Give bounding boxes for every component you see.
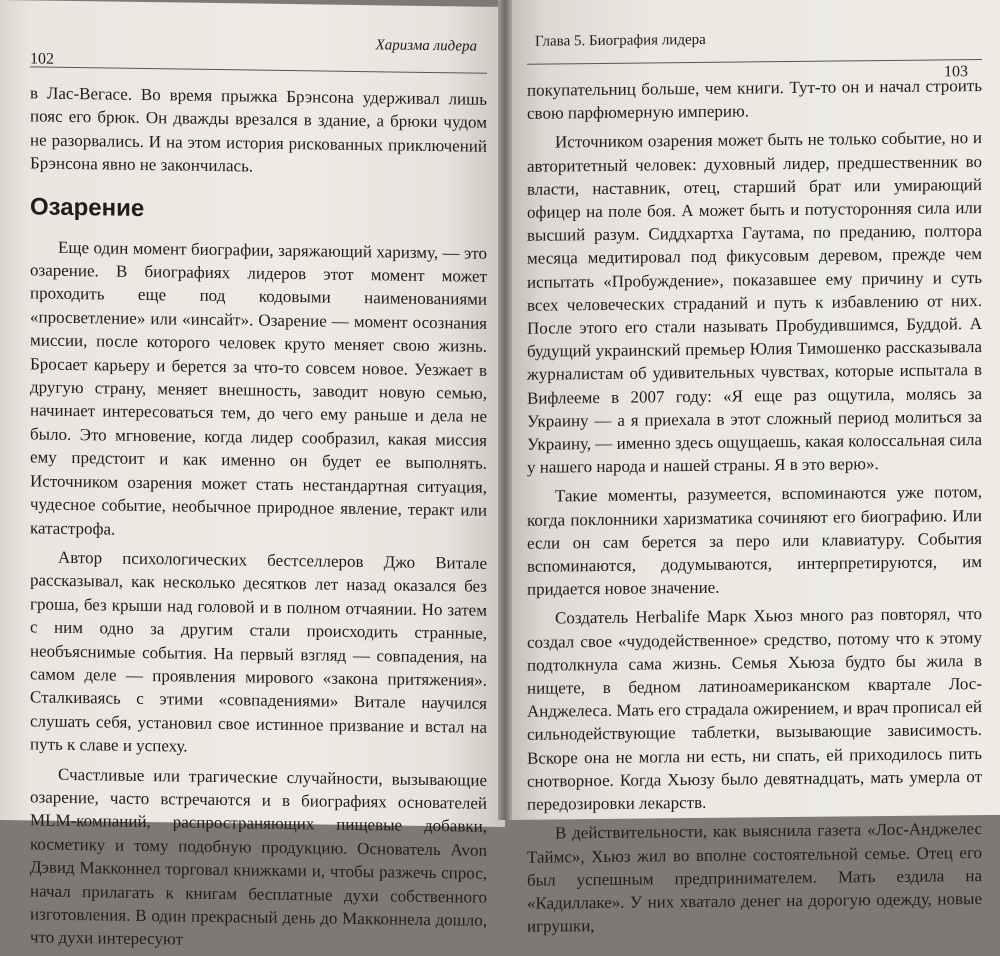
paragraph: Создатель Herbalife Марк Хьюз много раз повторял, что создал свое «чудодейственное» средство, потому что к этому подтолкнула сама жизнь. Семья Хьюза будто бы жила в нищете, в бедном латиноамериканском квартале Лос-Анджелеса. Мать его страдала ожирением, и врач прописал ей сильнодействующие таблетки, вызывающие зависимость. Вскоре она не могла ни есть, ни спать, ей приходилось пить снотворное. Когда Хьюзу было девятнадцать, мать умерла от передозировки лекарств.	[527, 604, 982, 814]
paragraph: Счастливые или трагические случайности, вызывающие озарение, часто встречаются и в биографиях основателей MLM-компаний, распространяющих пищевые добавки, косметику и тому подобную продукцию. Основатель Avon Дэвид Макконнел торговал книжками и, чтобы разжечь спрос, начал прилагать к книгам бесплатные духи собственного изготовления. В один прекрасный день до Макконнела дошло, что духи интересуют	[30, 764, 487, 949]
right-page-header	[527, 23, 982, 81]
running-head: Харизма лидера	[375, 37, 477, 55]
left-page-header	[30, 30, 487, 73]
paragraph: Такие моменты, разумеется, вспоминаются уже потом, когда поклонники харизматика сочиняют его биографию. Или если он сам берется за перо или клавиатуру. События вспоминаются, додумываются, интерпретируются, им придается новое значение.	[527, 482, 982, 600]
running-head: Глава 5. Биография лидера	[535, 31, 706, 50]
paragraph: в Лас-Вегасе. Во время прыжка Брэнсона удерживал лишь пояс его брюк. Он дважды врезался в здание, а брюки чудом не разорвались. И на этом история рискованных приключений Брэнсона явно не закончилась.	[30, 83, 487, 176]
book-gutter	[498, 0, 512, 820]
right-page	[505, 0, 1000, 936]
paragraph: В действительности, как выяснила газета «Лос-Анджелес Таймс», Хьюз жил во вполне состоятельной семье. Отец его был успешным предпринимателем. Мать ездила на «Кадиллаке». У них хватало денег на дорогую одежду, новые игрушки,	[527, 819, 982, 936]
page-number: 102	[30, 50, 54, 68]
page-number: 103	[944, 63, 968, 81]
paragraph: Еще один момент биографии, заряжающий харизму, — это озарение. В биографиях лидеров этот момент может проходить еще под кодовыми наименованиями «просветление» или «инсайт». Озарение — момент осознания миссии, после которого человек круто меняет свою жизнь. Бросает карьеру и берется за что-то совсем новое. Уезжает в другую страну, меняет внешность, заводит новую семью, начинает интересоваться тем, до чего ему раньше и дела не было. Это мгновение, когда лидер сообразил, какая миссия ему предстоит и как именно он будет ее выполнять. Источником озарения может стать нестандартная ситуация, чудесное событие, необычное природное явление, теракт или катастрофа.	[30, 237, 487, 539]
section-title: Озарение	[30, 193, 145, 222]
paragraph: покупательниц больше, чем книги. Тут-то он и начал строить свою парфюмерную империю.	[527, 76, 982, 123]
paragraph: Источником озарения может быть не только событие, но и авторитетный человек: духовный лидер, предшественник во власти, наставник, отец, старший брат или умирающий офицер на поле боя. А может быть и потусторонняя сила или высший разум. Сиддхартха Гаутама, по преданию, полтора месяца медитировал под фикусовым деревом, прежде чем испытать «Пробуждение», показавшее ему причину и суть всех человеческих страданий и путь к избавлению от них. После этого его стали называть Пробудившимся, Буддой. А будущий украинский премьер Юлия Тимошенко рассказывала журналистам об удивительных чувствах, которые испытала в Вифлееме в 2007 году: «Я еще раз ощутила, молясь за Украину — а я приехала в этот сложный период молиться за Украину, — именно здесь ощущаешь, какая колоссальная сила у нашего народа и нашей страны. Я в это верю».	[527, 128, 982, 478]
paragraph: Автор психологических бестселлеров Джо Витале рассказывал, как несколько десятков лет назад оказался без гроша, без крыши над головой и в полном отчаянии. Но затем с ним одно за другим стали происходить странные, необъяснимые события. На первый взгляд — совпадения, на самом деле — проявления мирового «закона притяжения». Сталкиваясь с этими «совпадениями» Витале научился слушать себя, установил свое истинное призвание и встал на путь к славе и успеху.	[30, 547, 487, 756]
